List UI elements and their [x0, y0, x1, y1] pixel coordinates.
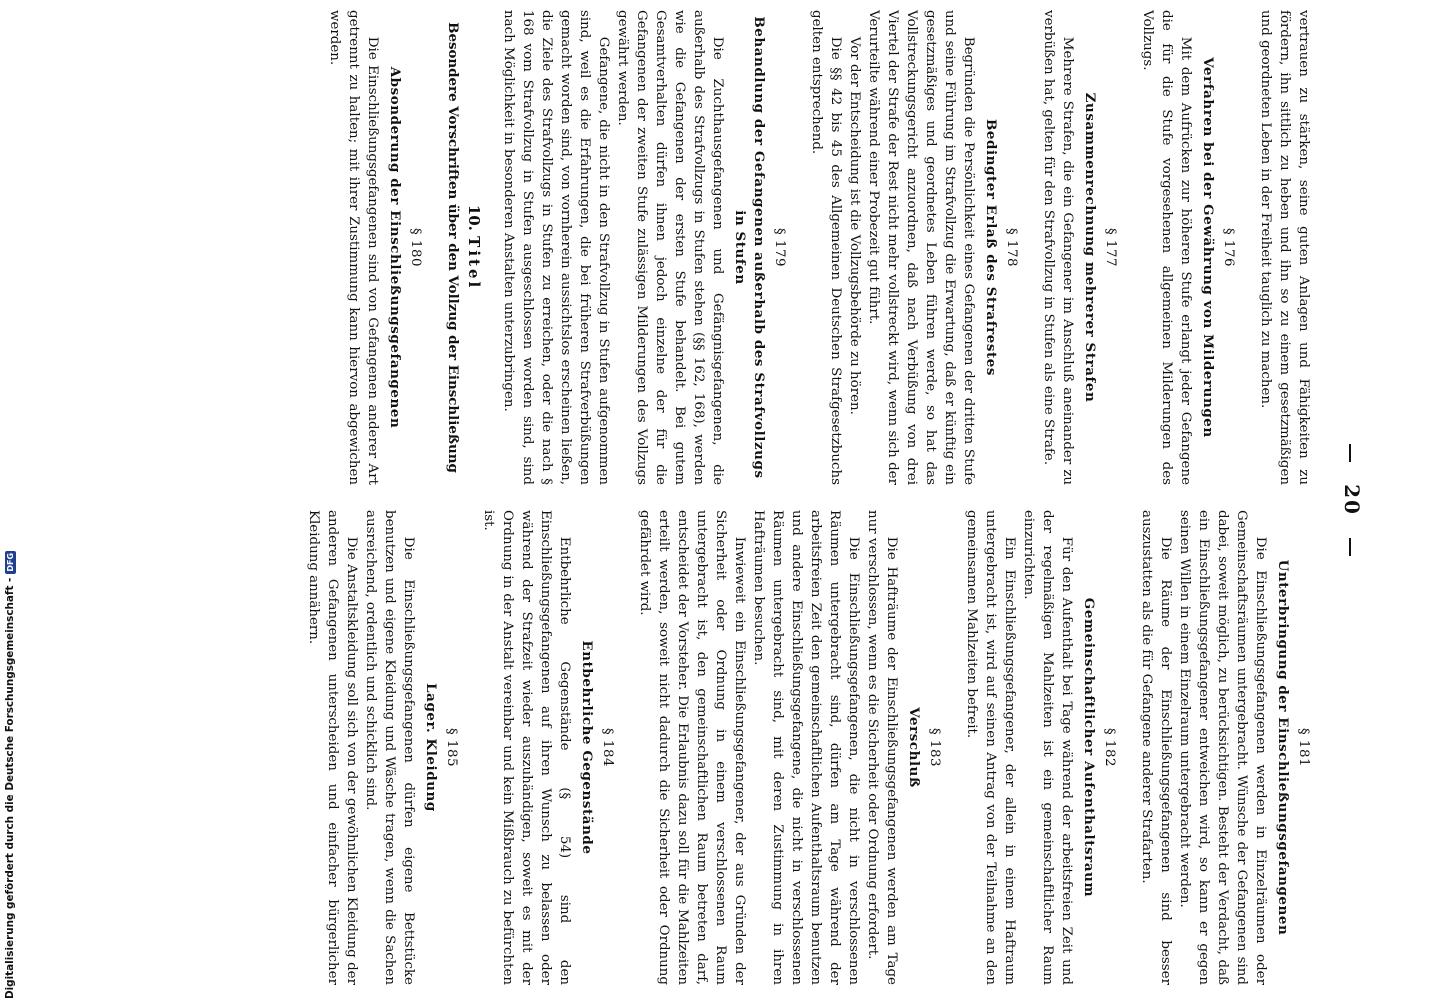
- section-title: Absonderung der Einschließungsgefangenen: [387, 66, 403, 429]
- left-column: [325, 10, 1313, 485]
- section-text: Für den Aufenthalt bei Tage während der arbeitsfreien Zeit und der regelmäßigen Mahlzeiten ist ein gemeinschaftlicher Raum einzurichten.: [1021, 510, 1074, 985]
- header-dash-right: [1350, 538, 1352, 556]
- paragraph-number: § 185: [444, 727, 459, 767]
- section-184: [479, 510, 617, 985]
- section-title: Bedingter Erlaß des Strafrestes: [983, 118, 999, 377]
- section-text: Mit dem Aufrücken zur höheren Stufe erlangt jeder Gefangene die für die Stufe vorgesehenen allgemeinen Milderungen des Vollzugs.: [1140, 10, 1193, 485]
- section-text: Die Räume der Einschließungsgefangenen sind besser auszustatten als die für Gefangene anderer Strafarten.: [1139, 510, 1173, 985]
- paragraph-number: § 179: [772, 227, 787, 267]
- section-text: Die Einschließungsgefangenen sind von Gefangenen anderer Art getrennt zu halten; mit ihrer Zustimmung kann hiervon abgewichen werden.: [327, 10, 380, 485]
- section-text: Begründen die Persönlichkeit eines Gefangenen der dritten Stufe und seine Führung im Strafvollzug die Erwartung, daß er künftig ein gesetzmäßiges und geordnetes Leben führen werde, so hat das Vollstreckungsgericht anzuordnen, daß nach Verbüßung von drei Viertel der Strafe der Rest nicht mehr vollstreckt wird, wenn sich der Verurteilte während einer Probezeit gut führt.: [866, 10, 976, 485]
- paragraph-number: § 184: [600, 727, 615, 767]
- section-text: Inwieweit ein Einschließungsgefangener, der aus Gründen der Sicherheit oder Ordnung in einem verschlossenen Raum untergebracht ist, den gemeinschaftlichen Raum betreten darf, entscheidet der Vorsteher. Die Erlaubnis dazu soll für die Mahlzeiten erteilt werden, soweit nicht dadurch die Sicherheit oder Ordnung gefährdet wird.: [637, 510, 747, 985]
- funding-note: Digitalisierung gefördert durch die Deutsche Forschungsgemeinschaft -: [4, 577, 16, 999]
- section-text: Die Hafträume der Einschließungsgefangenen werden am Tage nur verschlossen, wenn es die Sicherheit oder Ordnung erfordert.: [865, 510, 899, 985]
- section-text: Die Einschließungsgefangenen werden in Einzelräumen oder Gemeinschaftsräumen untergebracht. Wünsche der Gefangenen sind dabei, soweit möglich, zu berücksichtigen. Besteht der Verdacht, daß ein Einschließungsgefangener entweichen wird, so kann er gegen seinen Willen in einem Einzelraum untergebracht werden.: [1177, 510, 1268, 985]
- paragraph-number: § 177: [1103, 227, 1118, 267]
- section-177: [1039, 10, 1120, 485]
- section-title: Verschluß: [906, 707, 922, 788]
- section-text: Entbehrliche Gegenstände (§ 54) sind den Einschließungsgefangenen auf ihren Wunsch zu belassen oder während der Strafzeit wieder auszuhändigen, soweit es mit der Ordnung in der Anstalt vereinbar und kein Mißbrauch zu befürchten ist.: [481, 510, 572, 985]
- titel-10: [443, 10, 483, 485]
- titel-heading: [464, 10, 483, 485]
- titel-subtitle: Besondere Vorschriften über den Vollzug der Einschließung: [445, 22, 461, 473]
- section-text: Mehrere Strafen, die ein Gefangener im Anschluß aneinander zu verbüßen hat, gelten für den Strafvollzug in Stufen als eine Strafe.: [1041, 10, 1075, 485]
- section-text: Die Einschließungsgefangenen, die nicht in verschlossenen Räumen untergebracht sind, dürfen am Tage während der arbeitsfreien Zeit den gemeinschaftlichen Aufenthaltsraum benutzen und andere Einschließungsgefangene, die nicht in verschlossenen Räumen untergebracht sind, mit deren Zustimmung in ihren Hafträumen besuchen.: [751, 510, 861, 985]
- section-176: [1138, 10, 1238, 485]
- rotated-page-content: [135, 5, 1405, 995]
- section-title: Behandlung der Gefangenen außerhalb des Strafvollzugs in Stufen: [732, 16, 767, 479]
- section-179: [499, 10, 789, 485]
- section-183: [635, 510, 944, 985]
- titel-word: Titel: [465, 236, 483, 291]
- right-column: [304, 510, 1313, 985]
- page-number: 20: [1340, 484, 1364, 516]
- section-title: Lager. Kleidung: [423, 683, 439, 812]
- section-text: Gefangene, die nicht in den Strafvollzug in Stufen aufgenommen sind, weil es die Erfahrungen, die bei früheren Strafverbüßungen gemacht worden sind, von vornherein aussichtslos erscheinen ließen, die Ziele des Strafvollzugs in Stufen zu erreichen, oder die nach § 168 vom Strafvollzug in Stufen ausgeschlossen worden sind, sind nach Möglichkeit in besonderen Anstalten unterzubringen.: [501, 10, 611, 485]
- section-title: Verfahren bei der Gewährung von Milderungen: [1200, 57, 1216, 438]
- page-header: [1340, 5, 1364, 995]
- section-text: Die Einschließungsgefangenen dürfen eigene Bettstücke benutzen und eigene Kleidung und Wäsche tragen, wenn die Sachen ausreichend, ordentlich und schicklich sind.: [363, 510, 416, 985]
- section-181: [1137, 510, 1313, 985]
- section-text: Die Zuchthausgefangenen und Gefängnisgefangenen, die außerhalb des Strafvollzugs in Stufen stehen (§§ 162, 168), werden wie die Gefangenen der ersten Stufe behandelt. Bei gutem Gesamtverhalten dürfen ihnen jedoch einzelne der für die Gefangenen der zweiten Stufe zulässigen Milderungen des Vollzugs gewährt werden.: [615, 10, 725, 485]
- funding-footer: [4, 551, 16, 999]
- intro-section: [1256, 10, 1313, 485]
- section-title: Unterbringung der Einschließungsgefangenen: [1275, 559, 1291, 936]
- section-title: Zusammenrechnung mehrerer Strafen: [1082, 92, 1098, 403]
- paragraph-number: § 180: [408, 227, 423, 267]
- section-title: Entbehrliche Gegenstände: [579, 640, 595, 855]
- intro-text: vertrauen zu stärken, seine guten Anlagen und Fähigkeiten zu fördern, ihn sittlich zu heben und ihn so zu einem gesetzmäßigen und geordneten Leben in der Freiheit tauglich zu machen.: [1258, 10, 1311, 485]
- section-text: Ein Einschließungsgefangener, der allein in einem Haftraum untergebracht ist, wird auf seinen Antrag von der Teilnahme an den gemeinsamen Mahlzeiten befreit.: [964, 510, 1017, 985]
- section-text: Die Anstaltskleidung soll sich von der gewöhnlichen Kleidung der anderen Gefangenen unterscheiden und einfacher bürgerlicher Kleidung annähern.: [306, 510, 359, 985]
- section-title: Gemeinschaftlicher Aufenthaltsraum: [1081, 597, 1097, 898]
- dfg-logo: DFG: [5, 552, 15, 572]
- paragraph-number: § 181: [1296, 727, 1311, 767]
- section-178: [807, 10, 1021, 485]
- paragraph-number: § 182: [1102, 727, 1117, 767]
- titel-number: 10.: [465, 204, 483, 231]
- section-text: Vor der Entscheidung ist die Vollzugsbehörde zu hören.: [847, 36, 862, 415]
- paragraph-number: § 176: [1221, 227, 1236, 267]
- paragraph-number: § 183: [927, 727, 942, 767]
- section-180: [325, 10, 425, 485]
- header-dash-left: [1350, 444, 1352, 462]
- section-185: [304, 510, 461, 985]
- section-text: Die §§ 42 bis 45 des Allgemeinen Deutschen Strafgesetzbuchs gelten entsprechend.: [809, 10, 843, 485]
- section-182: [962, 510, 1119, 985]
- paragraph-number: § 178: [1004, 227, 1019, 267]
